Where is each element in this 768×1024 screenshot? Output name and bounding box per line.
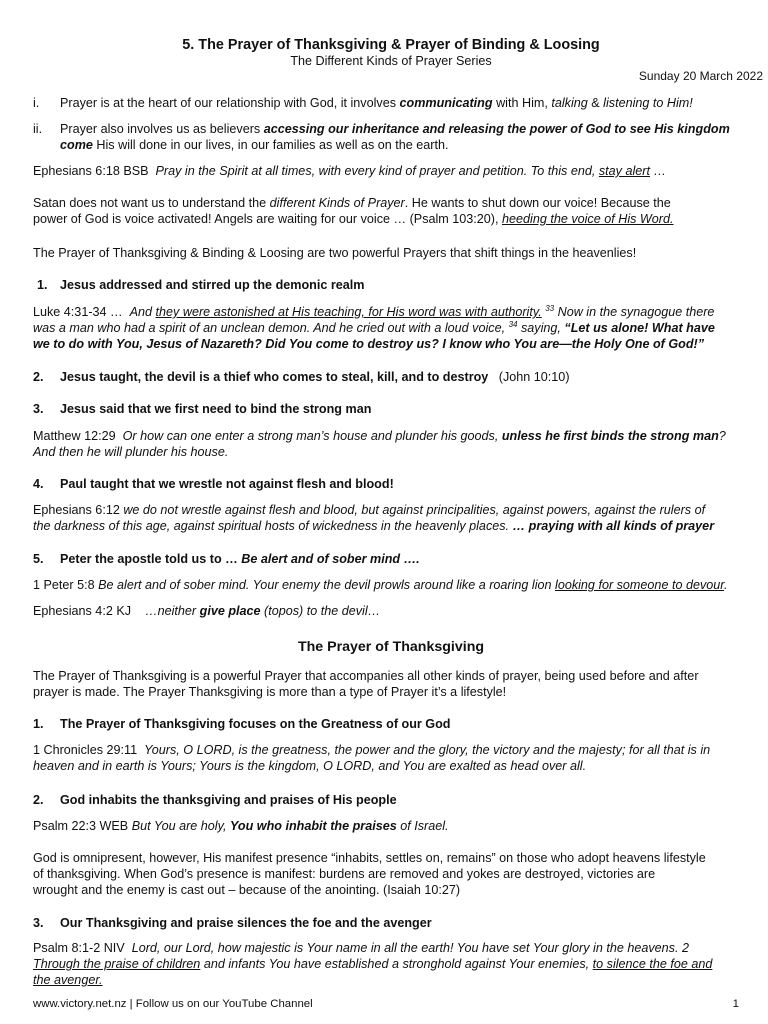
document-page [33, 0, 763, 1024]
section-1-heading: 1. Jesus addressed and stirred up the demonic realm [37, 278, 365, 292]
intro-point-2-text: Prayer also involves us as believers accessing our inheritance and releasing the power of God to see His kingdom come His will done in our lives, in our families as well as on the earth. [60, 122, 730, 152]
omnipresence-paragraph: God is omnipresent, however, His manifest presence “inhabits, settles on, remains” on those who adopt heavens lifestyle of thanksgiving. When God’s presence is manifest: burdens are removed and yokes are destroyed, victories are wrought and the enemy is cast out – because of the anointing. (Isaiah 10:27) [33, 851, 706, 897]
luke-4-31-quote: Luke 4:31-34 … And they were astonished at His teaching, for His word was with authority. $^{33}$ Now in the synagogue there was a man who had a spirit of an unclean demon. And he cried out with a loud voice, $^{34}$ saying, “Let us alone! What have we to do with You, Jesus of Nazareth? Did You come to destroy us? I know who You are—the Holy One of God!” [33, 303, 715, 351]
intro-point-1-number: i. [33, 96, 40, 110]
two-powerful-prayers-text: The Prayer of Thanksgiving & Binding & Loosing are two powerful Prayers that shift things in the heavenlies! [33, 246, 637, 260]
section-3-heading: 3. Jesus said that we first need to bind the strong man [33, 402, 372, 416]
psalm-22-3-quote: Psalm 22:3 WEB But You are holy, You who inhabit the praises of Israel. [33, 819, 449, 833]
thanksgiving-point-3-heading: 3. Our Thanksgiving and praise silences the foe and the avenger [33, 916, 432, 930]
matthew-12-29-quote: Matthew 12:29 Or how can one enter a strong man’s house and plunder his goods, unless he first binds the strong man? And then he will plunder his house. [33, 429, 726, 459]
page-title: 5. The Prayer of Thanksgiving & Prayer of Binding & Loosing [182, 37, 600, 53]
thanksgiving-point-2-heading: 2. God inhabits the thanksgiving and praises of His people [33, 793, 397, 807]
section-4-heading: 4. Paul taught that we wrestle not against flesh and blood! [33, 477, 394, 491]
satan-paragraph: Satan does not want us to understand the different Kinds of Prayer. He wants to shut down our voice! Because the power of God is voice activated! Angels are waiting for our voice … (Psalm 103:20), heeding the voice of His Word. [33, 196, 674, 226]
sermon-date: Sunday 20 March 2022 [638, 69, 763, 83]
section-2-heading: 2. Jesus taught, the devil is a thief who comes to steal, kill, and to destroy (John 10:10) [33, 370, 570, 384]
ephesians-6-18-quote: Ephesians 6:18 BSB Pray in the Spirit at all times, with every kind of prayer and petition. To this end, stay alert … [33, 164, 667, 178]
intro-point-2-number: ii. [33, 122, 43, 136]
series-subtitle: The Different Kinds of Prayer Series [290, 54, 492, 68]
ephesians-4-2-quote: Ephesians 4:2 KJ …neither give place (topos) to the devil… [33, 604, 381, 618]
intro-point-1-text: Prayer is at the heart of our relationship with God, it involves communicating with Him, talking & listening to Him! [60, 96, 693, 110]
thanksgiving-intro: The Prayer of Thanksgiving is a powerful Prayer that accompanies all other kinds of prayer, being used before and after prayer is made. The Prayer Thanksgiving is more than a type of Prayer it’s a lifestyle! [33, 669, 699, 699]
intro-point-1 [33, 95, 749, 111]
1-peter-5-8-quote: 1 Peter 5:8 Be alert and of sober mind. Your enemy the devil prowls around like a roaring lion looking for someone to devour. [33, 578, 728, 592]
page-footer [33, 996, 739, 1012]
thanksgiving-point-1-heading: 1. The Prayer of Thanksgiving focuses on the Greatness of our God [33, 717, 451, 731]
footer-site-link[interactable]: www.victory.net.nz | Follow us on our YouTube Channel [33, 998, 313, 1010]
ephesians-6-12-quote: Ephesians 6:12 we do not wrestle against flesh and blood, but against principalities, against powers, against the rulers of the darkness of this age, against spiritual hosts of wickedness in the heavenly places. … praying with all kinds of prayer [33, 503, 715, 533]
page-number: 1 [732, 998, 739, 1010]
1-chronicles-29-11-quote: 1 Chronicles 29:11 Yours, O LORD, is the greatness, the power and the glory, the victory and the majesty; for all that is in heaven and in earth is Yours; Yours is the kingdom, O LORD, and You are exalted as head over all. [33, 743, 711, 773]
thanksgiving-heading: The Prayer of Thanksgiving [297, 639, 485, 655]
intro-point-2 [33, 121, 749, 153]
psalm-8-1-2-quote: Psalm 8:1-2 NIV Lord, our Lord, how majestic is Your name in all the earth! You have set Your glory in the heavens. 2 Through the praise of children and infants You have established a stronghold against Your enemies, to silence the foe and the avenger. [33, 941, 713, 987]
section-5-heading: 5. Peter the apostle told us to … Be alert and of sober mind …. [33, 552, 420, 566]
